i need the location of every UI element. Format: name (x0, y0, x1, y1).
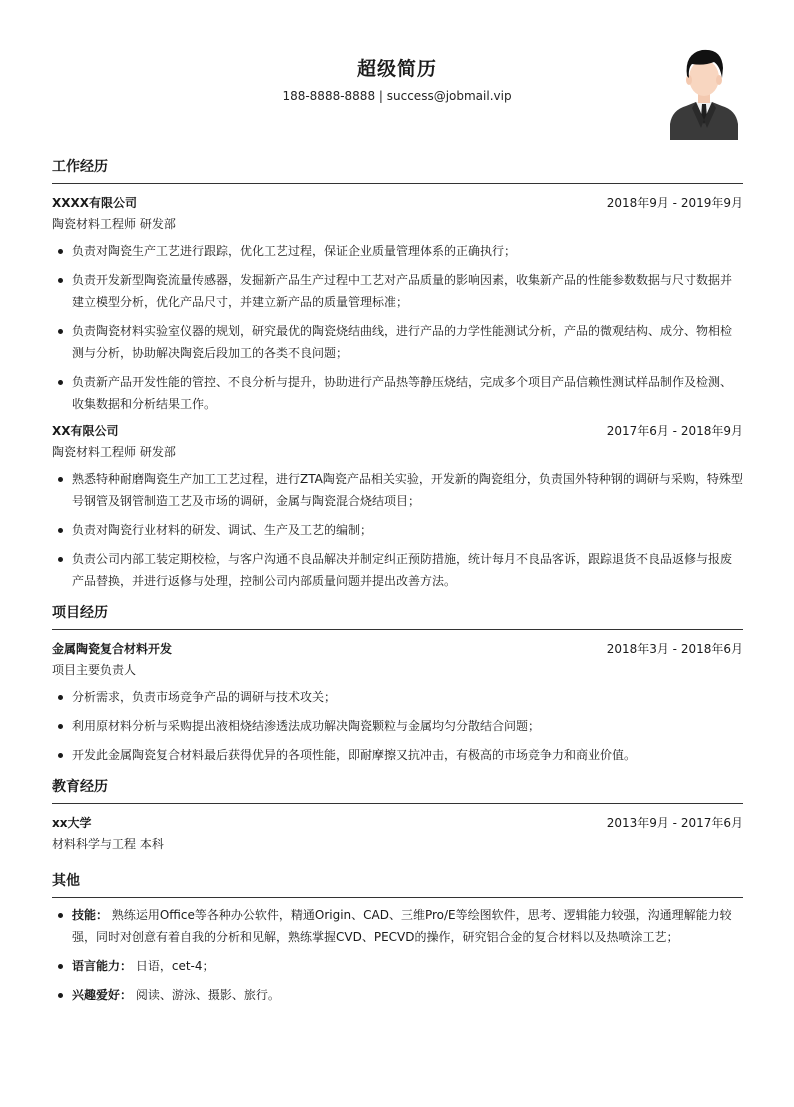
date-range: 2018年9月 - 2019年9月 (606, 195, 743, 210)
list-item: 负责陶瓷材料实验室仪器的规划，研究最优的陶瓷烧结曲线，进行产品的力学性能测试分析，产品的微观结构、成分、物相检测与分析，协助解决陶瓷后段加工的各类不良问题； (52, 320, 743, 364)
education-entry-header (52, 810, 743, 834)
list-item: 负责公司内部工装定期校检，与客户沟通不良品解决并制定纠正预防措施，统计每月不良品客诉，跟踪退货不良品返修与报废产品替换，并进行返修与处理，控制公司内部质量问题并提出改善方法。 (52, 548, 743, 592)
project-role: 项目主要负责人 (52, 663, 137, 677)
list-item: 分析需求，负责市场竞争产品的调研与技术攻关； (52, 686, 743, 708)
other-section (52, 872, 743, 1006)
list-item: 利用原材料分析与采购提出液相烧结渗透法成功解决陶瓷颗粒与金属均匀分散结合问题； (52, 715, 743, 737)
job-role: 陶瓷材料工程师 研发部 (52, 217, 176, 231)
resume-body (52, 150, 743, 1013)
project-entry-header (52, 636, 743, 660)
resume-title: 超级简历 (356, 58, 437, 80)
list-item: 负责对陶瓷生产工艺进行跟踪，优化工艺过程，保证企业质量管理体系的正确执行； (52, 240, 743, 262)
job-role: 陶瓷材料工程师 研发部 (52, 445, 176, 459)
education-section (52, 778, 743, 854)
bullet-list (52, 468, 743, 592)
work-section (52, 158, 743, 592)
item-label: 兴趣爱好： (72, 988, 133, 1002)
date-range: 2018年3月 - 2018年6月 (606, 641, 743, 656)
work-entry-header (52, 190, 743, 214)
section-title-education: 教育经历 (52, 778, 743, 804)
bullet-list (52, 686, 743, 766)
major-degree: 材料科学与工程 本科 (52, 837, 164, 851)
item-label: 技能： (72, 908, 109, 922)
contact-info: 188-8888-8888 | success@jobmail.vip (282, 89, 512, 103)
item-text: 阅读、游泳、摄影、旅行。 (135, 988, 280, 1002)
section-title-projects: 项目经历 (52, 604, 743, 630)
resume-header (0, 0, 794, 150)
section-title-other: 其他 (52, 872, 743, 898)
school-name: xx大学 (52, 815, 92, 830)
date-range: 2013年9月 - 2017年6月 (606, 815, 743, 830)
section-title-work: 工作经历 (52, 158, 743, 184)
list-item: 熟悉特种耐磨陶瓷生产加工工艺过程，进行ZTA陶瓷产品相关实验，开发新的陶瓷组分，负责国外特种钢的调研与采购，特殊型号钢管及钢管制造工艺及市场的调研，金属与陶瓷混合烧结项目； (52, 468, 743, 512)
projects-section (52, 604, 743, 766)
list-item: 负责对陶瓷行业材料的研发、调试、生产及工艺的编制； (52, 519, 743, 541)
date-range: 2017年6月 - 2018年9月 (606, 423, 743, 438)
item-text: 熟练运用Office等各种办公软件，精通Origin、CAD、三维Pro/E等绘图软件，思考、逻辑能力较强，沟通理解能力较强，同时对创意有着自我的分析和见解，熟练掌握CVD、PECVD的操作，研究铝合金的复合材料以及热喷涂工艺； (72, 908, 732, 944)
project-name: 金属陶瓷复合材料开发 (52, 641, 173, 656)
company-name: XXXX有限公司 (52, 195, 138, 210)
item-label: 语言能力： (72, 959, 133, 973)
list-item: 负责新产品开发性能的管控、不良分析与提升，协助进行产品热等静压烧结，完成多个项目产品信赖性测试样品制作及检测、收集数据和分析结果工作。 (52, 371, 743, 415)
bullet-list (52, 904, 743, 1006)
avatar (668, 44, 740, 140)
list-item (52, 904, 743, 948)
item-text: 日语，cet-4； (135, 959, 215, 973)
list-item (52, 955, 743, 977)
work-entry-header (52, 418, 743, 442)
bullet-list (52, 240, 743, 415)
list-item: 负责开发新型陶瓷流量传感器，发掘新产品生产过程中工艺对产品质量的影响因素，收集新产品的性能参数数据与尺寸数据并建立模型分析，优化产品尺寸，并建立新产品的质量管理标准； (52, 269, 743, 313)
list-item: 开发此金属陶瓷复合材料最后获得优异的各项性能，即耐摩擦又抗冲击，有极高的市场竞争力和商业价值。 (52, 744, 743, 766)
company-name: XX有限公司 (52, 423, 119, 438)
list-item (52, 984, 743, 1006)
